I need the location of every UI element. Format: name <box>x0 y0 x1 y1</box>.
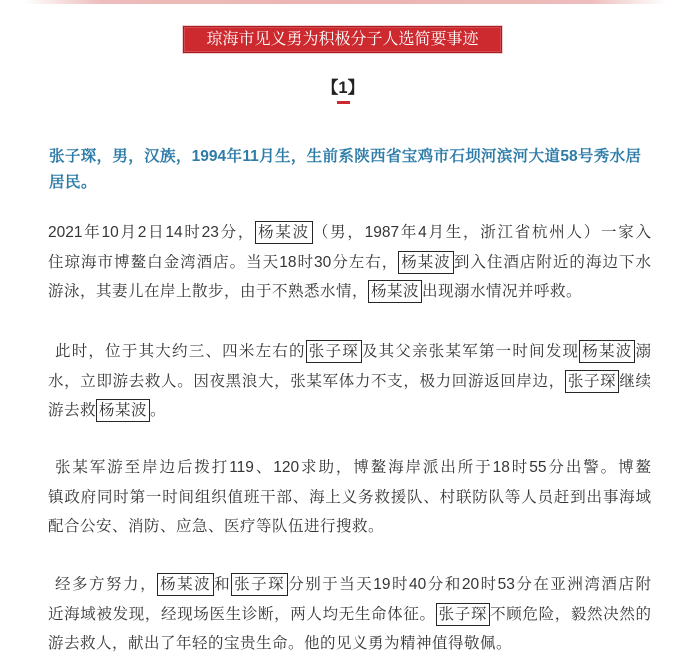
highlighted-name: 杨某波 <box>398 251 454 274</box>
text-segment: 游去救人，献出了年轻的宝贵生命。他的见义勇为精神值得敬佩。 <box>48 635 513 652</box>
text-segment: 游去救 <box>48 402 97 419</box>
paragraph-line <box>48 600 651 630</box>
highlighted-name: 张子琛 <box>231 573 288 596</box>
text-segment: 。 <box>150 402 167 419</box>
paragraph-line <box>48 218 651 248</box>
highlighted-name: 张子琛 <box>306 340 362 363</box>
highlighted-name: 杨某波 <box>579 340 635 363</box>
highlighted-name: 张子琛 <box>565 370 619 393</box>
text-segment: 溺 <box>635 343 651 360</box>
highlighted-name: 杨某波 <box>368 280 422 303</box>
text-segment: 近海域被发现，经现场医生诊断，两人均无生命体征。 <box>48 605 436 623</box>
banner-title: 琼海市见义勇为积极分子人选简要事迹 <box>206 31 479 48</box>
text-segment: 经多方努力， <box>55 576 158 593</box>
text-segment: 游泳，其妻儿在岸上散步，由于不熟悉水情， <box>48 283 369 300</box>
section-number: 【1】 <box>321 79 365 97</box>
text-segment: 住琼海市博鳌白金湾酒店。当天18时30分左右， <box>48 253 399 271</box>
intro-line: 居民。 <box>49 174 98 191</box>
text-segment: 不顾危险，毅然决然的 <box>490 605 651 623</box>
body-paragraph-2 <box>48 337 651 426</box>
intro-line: 张子琛，男，汉族，1994年11月生，生前系陕西省宝鸡市石坝河滨河大道58号秀水居 <box>49 148 641 165</box>
body-paragraph-3 <box>48 453 651 542</box>
highlighted-name: 张子琛 <box>436 603 490 626</box>
top-divider <box>24 0 666 4</box>
highlighted-name: 杨某波 <box>255 221 313 244</box>
paragraph-line <box>48 277 651 307</box>
section-number-underline <box>337 101 350 104</box>
text-segment: 和 <box>214 576 232 593</box>
highlighted-name: 杨某波 <box>157 573 214 596</box>
text-segment: 2021年10月2日14时23分， <box>48 224 256 241</box>
text-segment: 分别于当天19时40分和20时53分在亚洲湾酒店附 <box>288 576 651 593</box>
paragraph-line <box>48 453 651 483</box>
text-segment: 及其父亲张某军第一时间发现 <box>361 343 580 360</box>
highlighted-name: 杨某波 <box>96 399 150 422</box>
paragraph-line <box>48 570 651 600</box>
paragraph-line <box>48 629 651 659</box>
body-paragraph-4 <box>48 570 651 659</box>
text-segment: 出现溺水情况并呼救。 <box>422 283 583 300</box>
text-segment: 此时，位于其大约三、四米左右的 <box>55 343 306 360</box>
text-segment: （男，1987年4月生，浙江省杭州人）一家入 <box>312 224 651 241</box>
text-segment: 到入住酒店附近的海边下水 <box>453 253 651 271</box>
body-paragraph-1 <box>48 218 651 307</box>
text-segment: 配合公安、消防、应急、医疗等队伍进行搜救。 <box>48 518 385 535</box>
paragraph-line <box>48 396 651 426</box>
text-segment: 镇政府同时第一时间组织值班干部、海上义务救援队、村联防队等人员赶到出事海域 <box>48 488 651 506</box>
paragraph-line <box>48 337 651 367</box>
intro-paragraph <box>49 144 641 196</box>
text-segment: 张某军游至岸边后拨打119、120求助，博鳌海岸派出所于18时55分出警。博鳌 <box>55 459 651 476</box>
paragraph-line <box>48 248 651 278</box>
title-banner <box>183 26 502 53</box>
text-segment: 继续 <box>619 372 651 390</box>
paragraph-line <box>48 367 651 397</box>
text-segment: 水，立即游去救人。因夜黑浪大，张某军体力不支，极力回游返回岸边， <box>48 372 565 390</box>
paragraph-line <box>48 483 651 513</box>
paragraph-line <box>48 512 651 542</box>
